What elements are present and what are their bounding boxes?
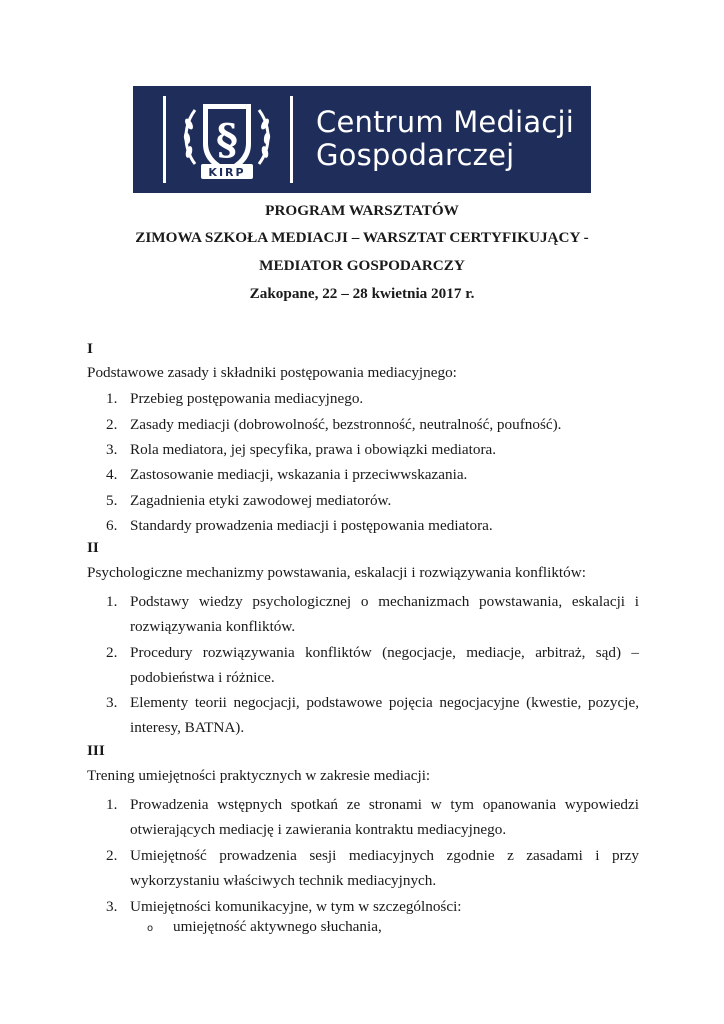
list-item [106, 843, 639, 893]
bullet-circle-icon: o [147, 923, 154, 934]
title-line-3: MEDIATOR GOSPODARCZY [259, 257, 465, 274]
list-item [106, 386, 639, 411]
bullet-item [147, 918, 382, 936]
item-text [130, 792, 639, 842]
list-item [106, 690, 639, 740]
brand-line-1: Centrum Mediacji [316, 105, 574, 139]
list-item [106, 894, 639, 919]
brand-line-2: Gospodarczej [316, 138, 515, 172]
item-text [130, 690, 639, 740]
banner-divider-right [290, 96, 293, 183]
item-number: 1. [106, 796, 118, 813]
title-line-2: ZIMOWA SZKOŁA MEDIACJI – WARSZTAT CERTYFIKUJĄCY - [135, 229, 589, 246]
item-text-line-2: podobieństwa i różnice. [130, 669, 275, 686]
item-number: 2. [106, 644, 118, 661]
section-intro-3: Trening umiejętności praktycznych w zakresie mediacji: [87, 767, 431, 784]
item-text-line-2: rozwiązywania konfliktów. [130, 618, 296, 635]
item-number: 1. [106, 390, 118, 407]
item-number: 2. [106, 847, 118, 864]
brand-name [316, 106, 574, 172]
item-text: Rola mediatora, jej specyfika, prawa i obowiązki mediatora. [130, 441, 497, 458]
item-text [130, 843, 639, 893]
item-number: 5. [106, 492, 118, 509]
section-intro-2: Psychologiczne mechanizmy powstawania, eskalacji i rozwiązywania konfliktów: [87, 564, 586, 581]
section-numeral-3: III [87, 742, 105, 759]
item-number: 6. [106, 517, 118, 534]
item-number: 3. [106, 441, 118, 458]
item-text: Zasady mediacji (dobrowolność, bezstronność, neutralność, poufność). [130, 416, 562, 433]
section-numeral-1: I [87, 340, 93, 357]
item-text [130, 589, 639, 639]
logo-symbol: § [216, 115, 238, 164]
list-item [106, 513, 639, 538]
banner-divider-left [163, 96, 166, 183]
list-item [106, 488, 639, 513]
list-item [106, 792, 639, 842]
item-text-line-1: Umiejętność prowadzenia sesji mediacyjnych zgodnie z zasadami i przy [130, 847, 639, 864]
item-number: 1. [106, 593, 118, 610]
item-number: 3. [106, 694, 118, 711]
item-text-line-2: interesy, BATNA). [130, 719, 245, 736]
item-text [130, 640, 639, 690]
item-text-line-1: Procedury rozwiązywania konfliktów (negocjacje, mediacje, arbitraż, sąd) – [130, 644, 639, 661]
header-banner [133, 86, 591, 193]
section-numeral-2: II [87, 539, 99, 556]
list-item [106, 462, 639, 487]
list-item [106, 437, 639, 462]
section-intro-1: Podstawowe zasady i składniki postępowania mediacyjnego: [87, 364, 457, 381]
title-line-1: PROGRAM WARSZTATÓW [265, 202, 459, 219]
list-item [106, 412, 639, 437]
item-text-line-2: wykorzystaniu właściwych technik mediacyjnych. [130, 872, 437, 889]
list-item [106, 640, 639, 690]
item-number: 4. [106, 466, 118, 483]
item-text: Umiejętności komunikacyjne, w tym w szczególności: [130, 898, 462, 915]
item-text: Standardy prowadzenia mediacji i postępowania mediatora. [130, 517, 493, 534]
item-text: Zastosowanie mediacji, wskazania i przeciwwskazania. [130, 466, 468, 483]
item-number: 2. [106, 416, 118, 433]
title-line-4: Zakopane, 22 – 28 kwietnia 2017 r. [249, 285, 475, 302]
kirp-logo-icon [177, 94, 277, 186]
item-text-line-1: Elementy teorii negocjacji, podstawowe pojęcia negocjacyjne (kwestie, pozycje, [130, 694, 639, 711]
item-text-line-2: otwierających mediację i zawierania kontraktu mediacyjnego. [130, 821, 507, 838]
item-number: 3. [106, 898, 118, 915]
list-item [106, 589, 639, 639]
bullet-text: umiejętność aktywnego słuchania, [173, 918, 382, 935]
logo-text: KIRP [208, 166, 246, 179]
item-text: Zagadnienia etyki zawodowej mediatorów. [130, 492, 392, 509]
item-text-line-1: Podstawy wiedzy psychologicznej o mechanizmach powstawania, eskalacji i [130, 593, 639, 610]
item-text-line-1: Prowadzenia wstępnych spotkań ze stronami w tym opanowania wypowiedzi [130, 796, 639, 813]
item-text: Przebieg postępowania mediacyjnego. [130, 390, 364, 407]
